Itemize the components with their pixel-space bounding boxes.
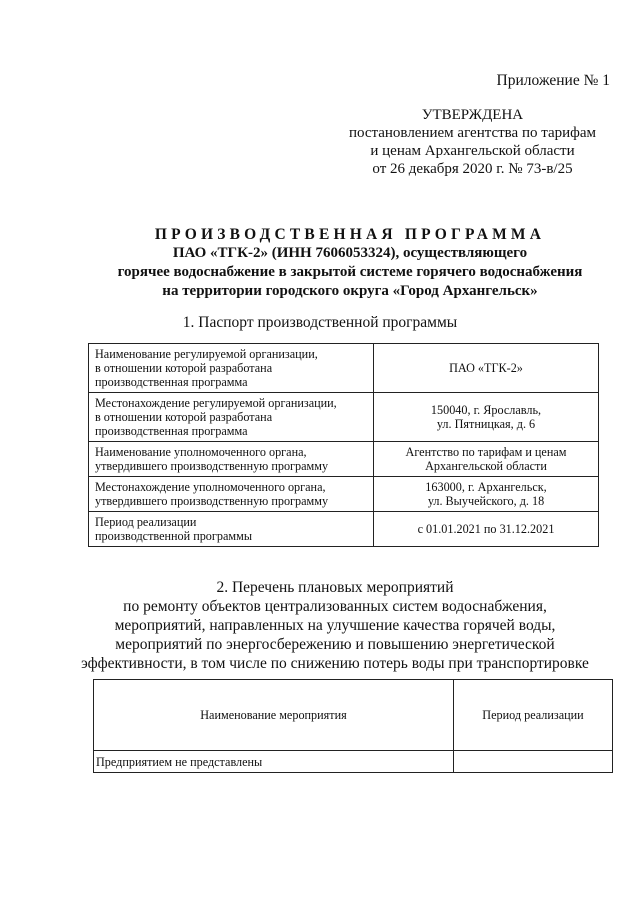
passport-value-cell [374,512,599,547]
table-row [89,344,599,393]
appendix-number: Приложение № 1 [496,72,610,89]
section-1-heading: 1. Паспорт производственной программы [182,314,458,331]
measures-header-name: Наименование мероприятия [94,680,454,751]
measures-header-period: Период реализации [454,680,613,751]
passport-value-cell [374,477,599,512]
passport-value-line: ул. Выучейского, д. 18 [427,494,545,508]
measures-cell-period [454,751,613,773]
program-organization: ПАО «ТГК-2» (ИНН 7606053324), осуществляющего [172,245,528,261]
measures-table [93,679,613,773]
program-title: ПРОИЗВОДСТВЕННАЯ ПРОГРАММА [154,226,546,243]
passport-label-line: в отношении которой разработана [95,361,273,375]
passport-value-line: 150040, г. Ярославль, [430,403,542,417]
passport-value-cell [374,344,599,393]
passport-label-cell [89,393,374,442]
passport-label-cell [89,442,374,477]
passport-value-line: Архангельской области [425,459,547,473]
passport-value-line: Агентство по тарифам и ценам [405,445,567,459]
passport-label-cell [89,344,374,393]
passport-value-line: ПАО «ТГК-2» [449,361,523,375]
section-2-heading [40,578,630,673]
section-2-line: мероприятий по энергосбережению и повышению энергетической [115,636,555,653]
measures-cell-name: Предприятием не представлены [94,751,454,773]
passport-label-line: производственная программа [95,375,248,389]
passport-label-cell [89,512,374,547]
passport-label-line: Наименование уполномоченного органа, [95,445,307,459]
passport-label-line: Период реализации [95,515,197,529]
section-2-line: по ремонту объектов централизованных систем водоснабжения, [123,598,547,615]
passport-value-line: с 01.01.2021 по 31.12.2021 [417,522,555,536]
table-row [89,393,599,442]
passport-label-cell [89,477,374,512]
passport-value-cell [374,442,599,477]
passport-label-line: производственная программа [95,424,248,438]
table-row [94,751,613,773]
passport-table [88,343,599,547]
passport-value-line: ул. Пятницкая, д. 6 [436,417,536,431]
passport-label-line: Местонахождение уполномоченного органа, [95,480,326,494]
approval-title: УТВЕРЖДЕНА [421,107,524,123]
passport-label-line: Местонахождение регулируемой организации, [95,396,337,410]
passport-value-cell [374,393,599,442]
passport-label-line: утвердившего производственную программу [95,459,329,473]
approval-line-1: постановлением агентства по тарифам [348,125,597,141]
passport-value-line: 163000, г. Архангельск, [425,480,547,494]
table-row [89,477,599,512]
program-territory: на территории городского округа «Город Архангельск» [162,283,538,299]
approval-line-2: и ценам Архангельской области [370,143,575,159]
section-2-line: мероприятий, направленных на улучшение качества горячей воды, [114,617,556,634]
passport-label-line: в отношении которой разработана [95,410,273,424]
table-row [89,442,599,477]
section-2-line: 2. Перечень плановых мероприятий [216,579,454,596]
passport-label-line: Наименование регулируемой организации, [95,347,318,361]
passport-label-line: утвердившего производственную программу [95,494,329,508]
approval-line-3: от 26 декабря 2020 г. № 73-в/25 [372,161,573,177]
table-row [89,512,599,547]
measures-header-row [94,680,613,751]
section-2-line: эффективности, в том числе по снижению потерь воды при транспортировке [81,655,589,672]
program-subject: горячее водоснабжение в закрытой системе горячего водоснабжения [117,264,583,280]
passport-label-line: производственной программы [95,529,253,543]
